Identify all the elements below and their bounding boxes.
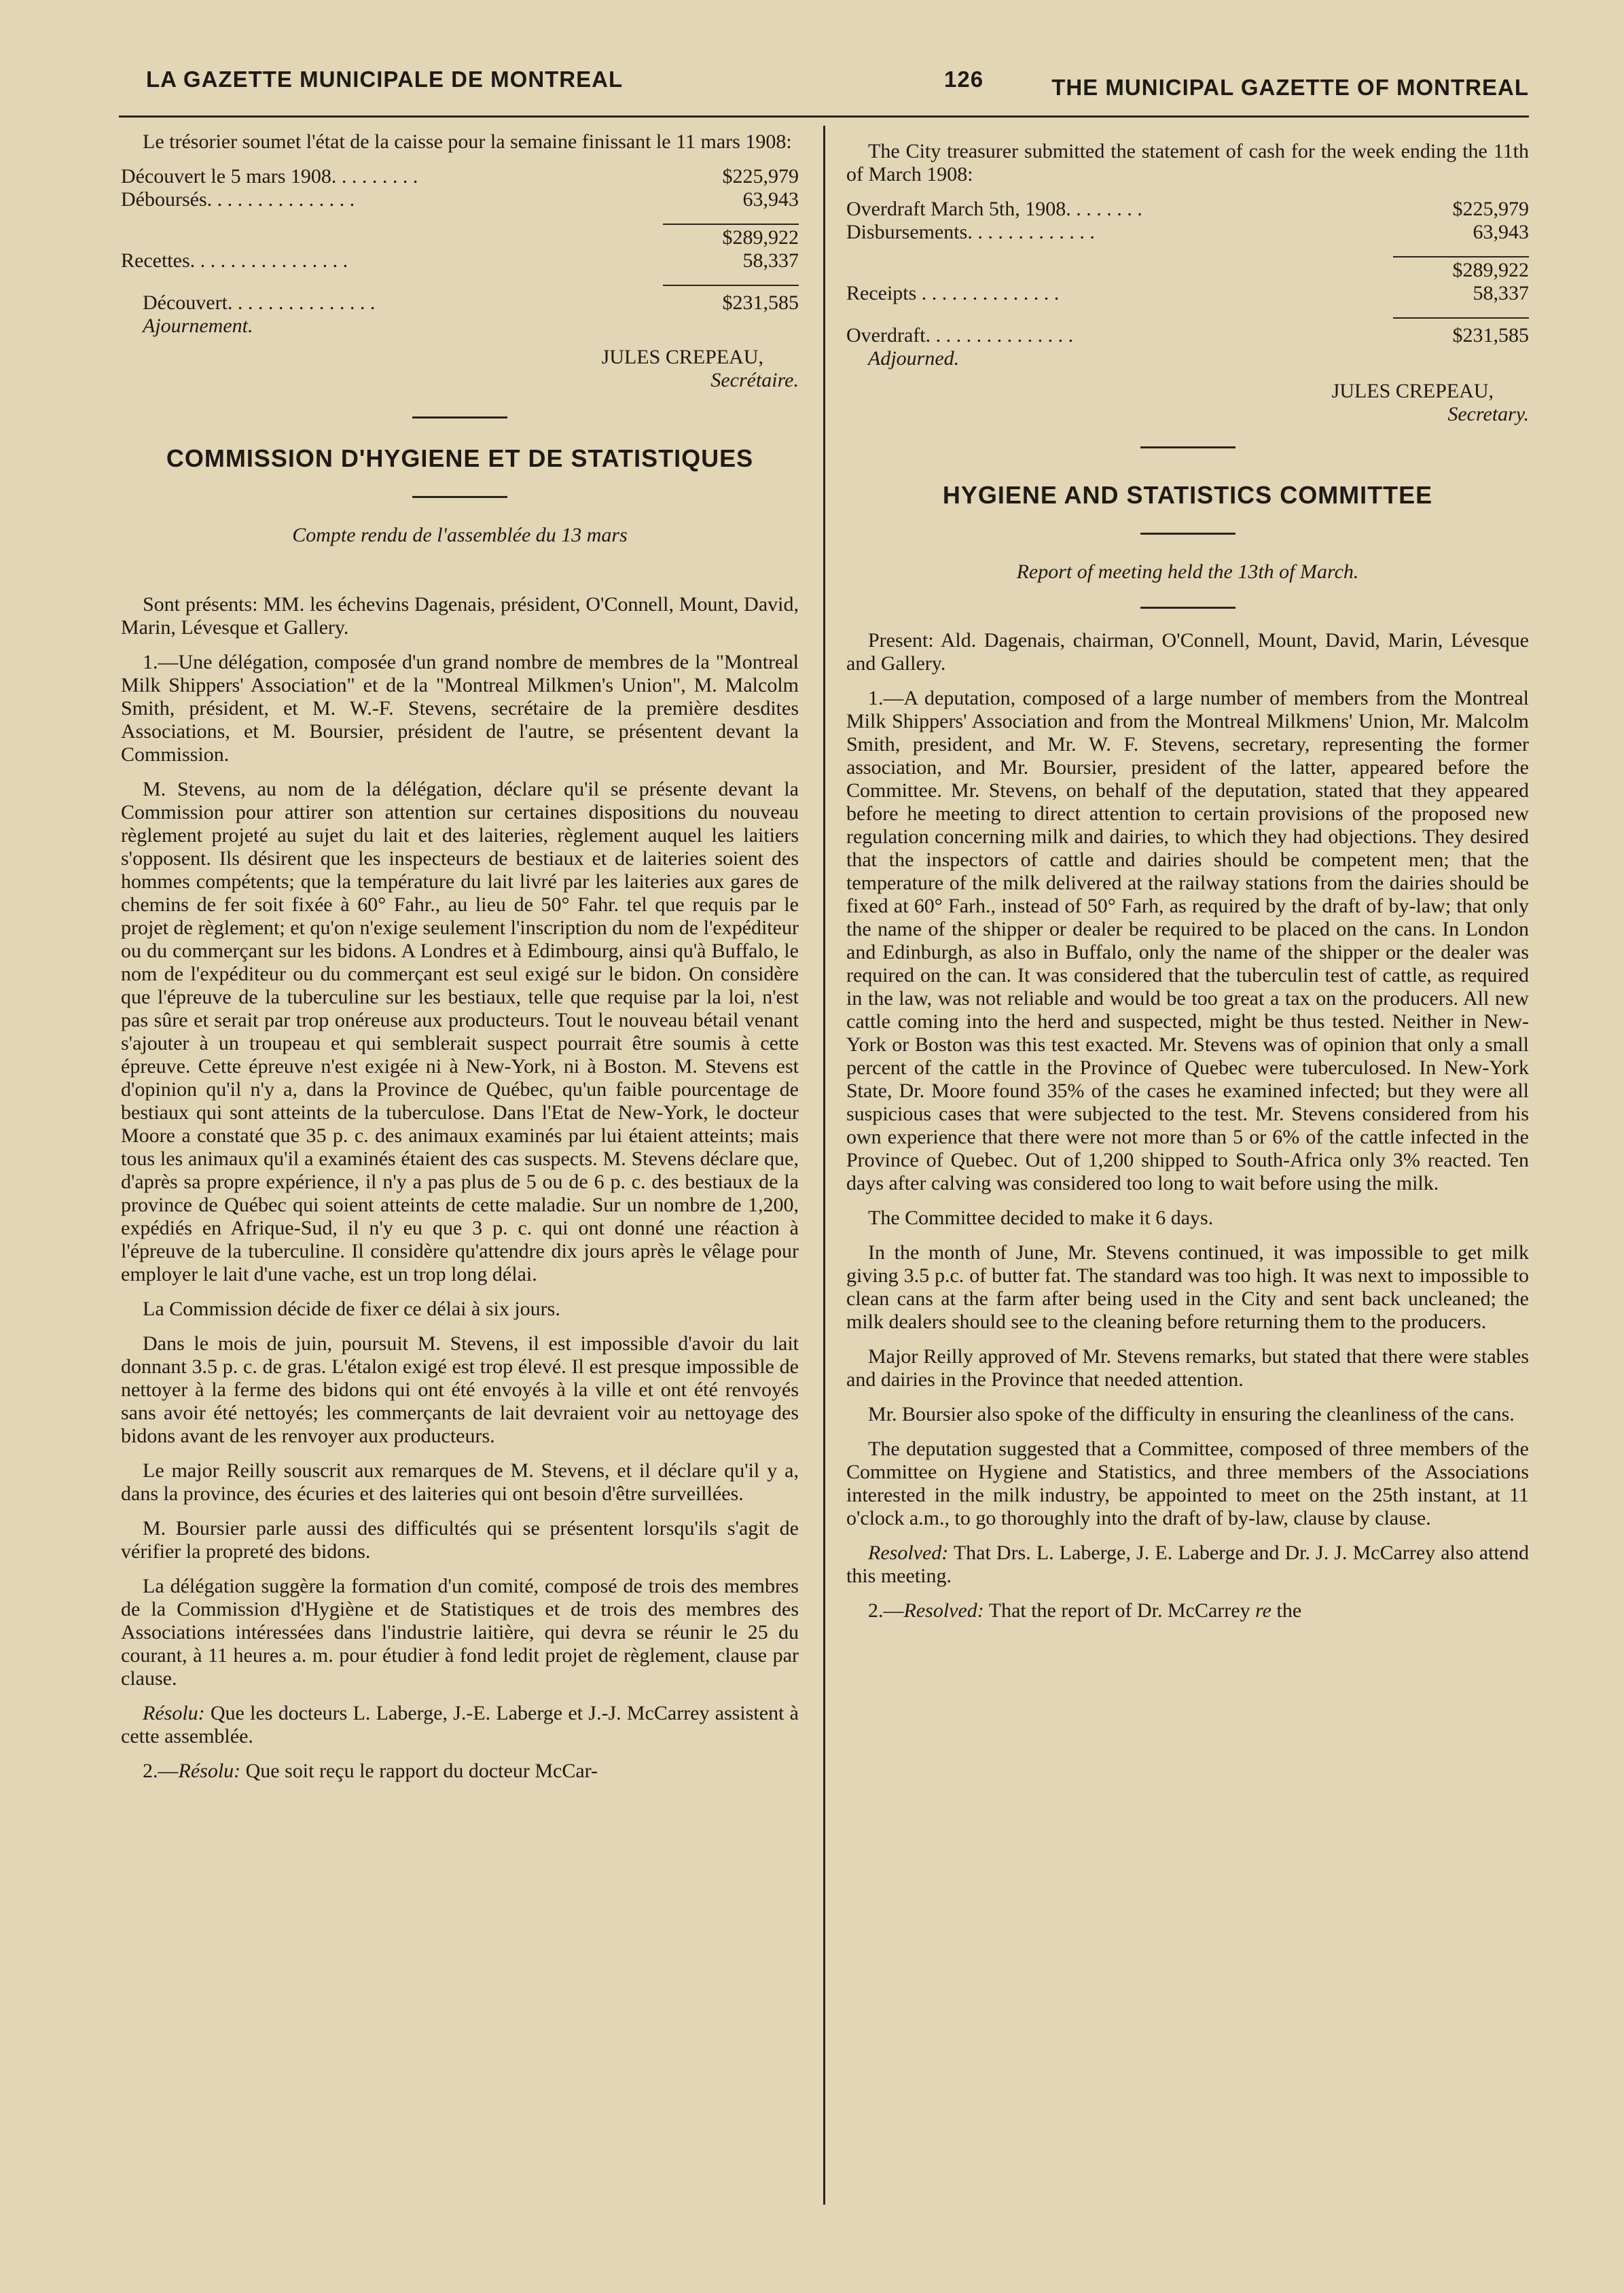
section-title: COMMISSION D'HYGIENE ET DE STATISTIQUES [166,444,754,472]
paragraph: Sont présents: MM. les échevins Dagenais, président, O'Connell, Mount, David, Marin, Lévesque et Gallery. [121,593,799,639]
ledger-amount: $289,922 [1452,259,1529,281]
treasurer-intro: The City treasurer submitted the statement of cash for the week ending the 11th of March 1908: [846,140,1529,185]
ledger-label: Receipts . . . . . . . . . . . . . . [846,282,1060,304]
ledger-label: Disbursements. . . . . . . . . . . . . [846,221,1095,243]
paragraph: M. Stevens, au nom de la délégation, déclare qu'il se présente devant la Commission pour attirer son attention sur certaines dispositions du nouveau règlement projeté au sujet du lait et des laiteries, règlement auquel les laitiers s'opposent. Ils désirent que les inspecteurs de bestiaux et de laiteries soient des hommes compétents; que la température du lait livré par les laiteries aux gares de chemins de fer soit fixée à 60° Fahr., au lieu de 50° Fahr. tel que requis par le projet de règlement; et qu'on n'exige seulement l'inscription du nom de l'expéditeur ou du commerçant sur les bidons. A Londres et à Edimbourg, ainsi qu'à Buffalo, le nom de l'expéditeur ou du commerçant est seul exigé sur le bidon. On considère que l'épreuve de la tuberculine sur les bestiaux, telle que requise par la loi, n'est pas sûre et serait par trop onéreuse aux producteurs. Tout le nouveau bétail venant s'ajouter à un troupeau et qui semblerait suspect pourrait être soumis à cette épreuve. Cette épreuve n'est exigée ni à New-York, ni à Boston. M. Stevens est d'opinion qu'il n'y a, dans la Province de Québec, qu'un faible pourcentage de bestiaux qui sont atteints de la tuberculose. Dans l'Etat de New-York, le docteur Moore a constaté que 35 p. c. des animaux examinés par lui étaient atteints; mais tous les animaux qu'il a examinés étaient des cas suspects. M. Stevens déclare que, d'après sa propre expérience, il n'y a pas plus de 5 ou de 6 p. c. des bestiaux de la province de Québec qui soient atteints de cette maladie. Sur un nombre de 1,200, expédiés en Afrique-Sud, il n'y eu que 3 p. c. qui ont donné une réaction à l'épreuve de la tuberculine. Il considère qu'attendre dix jours après le vêlage pour employer le lait d'une vache, est un trop long délai. [121,778,799,1285]
header-title-french: LA GAZETTE MUNICIPALE DE MONTREAL [146,67,624,92]
adjournment: Ajournement. [143,315,253,337]
paragraph: Present: Ald. Dagenais, chairman, O'Connell, Mount, David, Marin, Lévesque and Gallery. [846,629,1529,675]
ledger-row [846,324,1529,347]
ledger-row [846,198,1529,221]
resolution-label: Résolu: [143,1702,205,1724]
header-rule [119,115,1529,118]
ledger-label: Déboursés. . . . . . . . . . . . . . . [121,188,355,211]
ledger-rule [663,285,799,286]
paragraph: La Commission décide de fixer ce délai à six jours. [143,1298,560,1320]
ledger-rule [1393,256,1529,257]
resolution-text-end: the [1271,1599,1302,1622]
english-column [846,130,1529,1634]
paragraph: In the month of June, Mr. Stevens continued, it was impossible to get milk giving 3.5 p.c. of butter fat. The standard was too high. It was next to impossible to clean cans at the farm after being used in the City and sent back uncleaned; the milk dealers should see to the cleaning before returning them to the producers. [846,1241,1529,1333]
ledger-amount: $231,585 [1452,324,1529,346]
cash-ledger [121,165,799,315]
resolution-prefix: 2.— [143,1760,179,1782]
resolution [846,1542,1529,1588]
paragraph: M. Boursier parle aussi des difficultés qui se présentent lorsqu'ils s'agit de vérifier la propreté des bidons. [121,1517,799,1563]
paragraph: Dans le mois de juin, poursuit M. Stevens, il est impossible d'avoir du lait donnant 3.5 p. c. de gras. L'étalon exigé est trop élevé. Il est presque impossible de nettoyer à la ferme des bidons qui ont été envoyés à la ville et ont été renvoyés sans avoir été nettoyés; les commerçants de lait devraient voir au nettoyage des bidons avant de les renvoyer aux producteurs. [121,1332,799,1447]
paragraph: The Committee decided to make it 6 days. [868,1207,1214,1229]
ledger-row [121,249,799,272]
paragraph: Mr. Boursier also spoke of the difficulty in ensuring the cleanliness of the cans. [868,1403,1515,1425]
resolution-label: Résolu: [178,1760,241,1782]
signature-title: Secrétaire. [710,369,799,391]
cash-ledger [846,198,1529,347]
signature-title: Secretary. [1447,403,1529,425]
paragraph: The deputation suggested that a Committee, composed of three members of the Committee on Hygiene and Statistics, and three members of the Associations interested in the milk industry, be appointed to meet on the 25th instant, at 11 o'clock a.m., to go thoroughly into the draft of by-law, clause by clause. [846,1438,1529,1529]
section-subtitle: Compte rendu de l'assemblée du 13 mars [292,524,628,546]
signature-name: JULES CREPEAU, [601,346,763,368]
signature-name: JULES CREPEAU, [1331,380,1494,402]
ledger-row [121,226,799,249]
paragraph: La délégation suggère la formation d'un comité, composé de trois des membres de la Commission d'Hygiène et de Statistiques et de trois des membres des Associations intéressées dans l'industrie laitière, qui devra se réunir le 25 du courant, à 11 heures a. m. pour étudier à fond ledit projet de règlement, clause par clause. [121,1575,799,1690]
resolution-re: re [1255,1599,1271,1622]
ledger-label: Découvert. . . . . . . . . . . . . . . [143,291,376,314]
ledger-amount: $289,922 [722,226,799,249]
resolution [846,1599,1529,1622]
paragraph: Le major Reilly souscrit aux remarques de M. Stevens, et il déclare qu'il y a, dans la province, des écuries et des laiteries qui ont besoin d'être surveillées. [121,1459,799,1505]
ledger-amount: 58,337 [1473,282,1529,304]
header-title-english: THE MUNICIPAL GAZETTE OF MONTREAL [1051,75,1529,100]
ledger-row [846,282,1529,305]
resolution-prefix: 2.— [868,1599,904,1622]
paragraph: Major Reilly approved of Mr. Stevens remarks, but stated that there were stables and dairies in the Province that needed attention. [846,1345,1529,1391]
resolution-text: Que les docteurs L. Laberge, J.-E. Laberge et J.-J. McCarrey assistent à cette assemblée. [121,1702,799,1747]
ledger-amount: $231,585 [722,291,799,314]
ledger-amount: 63,943 [742,188,799,211]
paragraph: 1.—A deputation, composed of a large number of members from the Montreal Milk Shippers' Association and from the Montreal Milkmens' Union, Mr. Malcolm Smith, president, and Mr. W. F. Stevens, secretary, representing the former association, and Mr. Boursier, president of the latter, appeared before the Committee. Mr. Stevens, on behalf of the deputation, stated that they appeared before he meeting to direct attention to certain provisions of the proposed new regulation concerning milk and dairies, to which they had objections. They desired that the inspectors of cattle and dairies should be competent men; that the temperature of the milk delivered at the railway stations from the dairies should be fixed at 60° Farh., instead of 50° Farh, as required by the draft of by-law; that only the name of the shipper or dealer be required to be placed on the cans. In London and Edinburgh, as also in Buffalo, only the name of the shipper or the dealer was required on the can. It was considered that the tuberculin test of cattle, as required in the law, was not reliable and would be too great a tax on the producers. All new cattle coming into the herd and suspected, might be thus tested. Neither in New-York or Boston was this test exacted. Mr. Stevens was of opinion that only a small percent of the cattle in the Province of Quebec were tuberculosed. In New-York State, Dr. Moore found 35% of the cases he examined infected; but they were all suspicious cases that were subjected to the test. Mr. Stevens considered from his own experience that there were not more than 5 or 6% of the cattle infected in the Province of Quebec. Out of 1,200 shipped to South-Africa only 3% reacted. Ten days after calving was considered too long to wait before using the milk. [846,687,1529,1194]
ledger-label: Overdraft. . . . . . . . . . . . . . . [846,324,1074,346]
resolution-label: Resolved: [903,1599,984,1622]
paragraph: 1.—Une délégation, composée d'un grand nombre de membres de la "Montreal Milk Shippers' Association" et de la "Montreal Milkmen's Union", M. Malcolm Smith, président, et M. W.-F. Stevens, secrétaire de la première desdites Associations, et M. Boursier, président de l'autre, se présentent devant la Commission. [121,651,799,766]
resolution-label: Resolved: [868,1542,949,1564]
ledger-amount: 63,943 [1473,221,1529,243]
page-header [146,67,1529,102]
resolution-text: That the report of Dr. McCarrey [984,1599,1256,1622]
ledger-row [121,188,799,211]
ledger-row [846,221,1529,244]
resolution-text: Que soit reçu le rapport du docteur McCar- [240,1760,598,1782]
column-divider [823,126,825,2205]
ledger-row [121,291,799,315]
ledger-amount: 58,337 [742,249,799,272]
ledger-amount: $225,979 [1452,198,1529,220]
resolution-text: That Drs. L. Laberge, J. E. Laberge and Dr. J. J. McCarrey also attend this meeting. [846,1542,1529,1587]
page-number: 126 [944,67,984,92]
treasurer-intro: Le trésorier soumet l'état de la caisse pour la semaine finissant le 11 mars 1908: [143,130,792,153]
ledger-row [846,259,1529,282]
section-subtitle: Report of meeting held the 13th of March. [1016,561,1359,583]
section-title: HYGIENE AND STATISTICS COMMITTEE [942,481,1433,509]
resolution [121,1760,799,1783]
ledger-rule [1393,317,1529,319]
adjournment: Adjourned. [868,347,960,370]
resolution [121,1702,799,1748]
french-column [121,130,799,1794]
ledger-rule [663,224,799,225]
ledger-label: Découvert le 5 mars 1908. . . . . . . . . [121,165,418,188]
ledger-label: Recettes. . . . . . . . . . . . . . . . [121,249,348,272]
ledger-label: Overdraft March 5th, 1908. . . . . . . . [846,198,1142,220]
ledger-amount: $225,979 [722,165,799,188]
ledger-row [121,165,799,188]
